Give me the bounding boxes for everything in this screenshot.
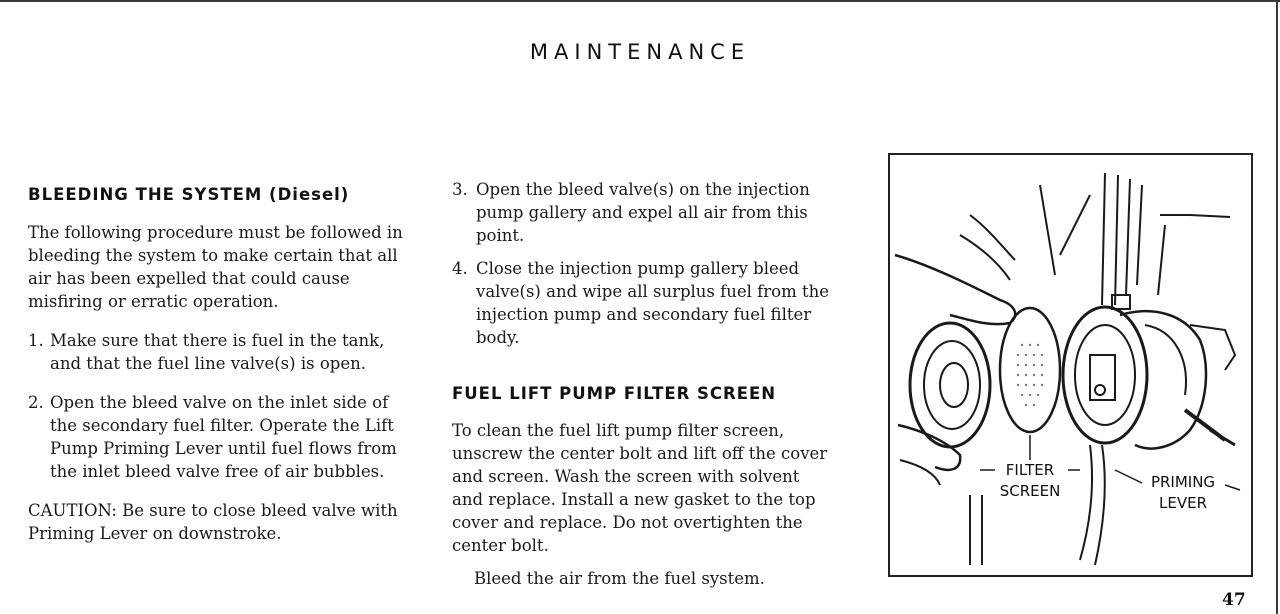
step-4 (452, 257, 830, 349)
priming-label-line2: LEVER (1159, 494, 1207, 512)
step-text: Close the injection pump gallery bleed valve(s) and wipe all surplus fuel from the injection pump and secondary fuel filter body. (476, 259, 830, 347)
step-number: 1. (28, 331, 44, 350)
step-1 (28, 329, 403, 375)
step-number: 4. (452, 259, 468, 278)
fuel-lift-pump-illustration (888, 153, 1253, 577)
middle-column (452, 178, 830, 590)
section-heading-bleeding: BLEEDING THE SYSTEM (Diesel) (28, 185, 350, 204)
caution-note: CAUTION: Be sure to close bleed valve with Priming Lever on downstroke. (28, 501, 398, 543)
section-heading-fuel-lift-pump: FUEL LIFT PUMP FILTER SCREEN (452, 384, 777, 403)
filter-screen-label (995, 460, 1065, 502)
step-number: 3. (452, 180, 468, 199)
step-2 (28, 391, 403, 483)
page-top-edge (0, 0, 1280, 2)
fuel-lift-pump-paragraph: To clean the fuel lift pump filter screen, unscrew the center bolt and lift off the cover and screen. Wash the screen with solvent and replace. Install a new gasket to the top cover and replace. Do not overtighten the center bolt. (452, 421, 828, 555)
left-column (28, 183, 403, 545)
priming-lever-label (1143, 472, 1223, 514)
page-number: 47 (1222, 590, 1246, 610)
filter-label-line2: SCREEN (999, 482, 1061, 500)
step-text: Open the bleed valve on the inlet side of the secondary fuel filter. Operate the Lift Pump Priming Lever until fuel flows from the inlet bleed valve free of air bubbles. (50, 393, 397, 481)
page-right-edge (1276, 0, 1278, 614)
priming-label-line1: PRIMING (1150, 473, 1216, 491)
intro-paragraph: The following procedure must be followed in bleeding the system to make certain that all air has been expelled that could cause misfiring or erratic operation. (28, 223, 403, 311)
page-title: MAINTENANCE (529, 40, 751, 64)
step-3 (452, 178, 830, 247)
step-text: Open the bleed valve(s) on the injection pump gallery and expel all air from this point. (476, 180, 810, 245)
step-text: Make sure that there is fuel in the tank, and that the fuel line valve(s) is open. (50, 331, 385, 373)
bleed-air-note: Bleed the air from the fuel system. (474, 569, 765, 588)
filter-label-line1: FILTER (1005, 461, 1055, 479)
step-number: 2. (28, 393, 44, 412)
